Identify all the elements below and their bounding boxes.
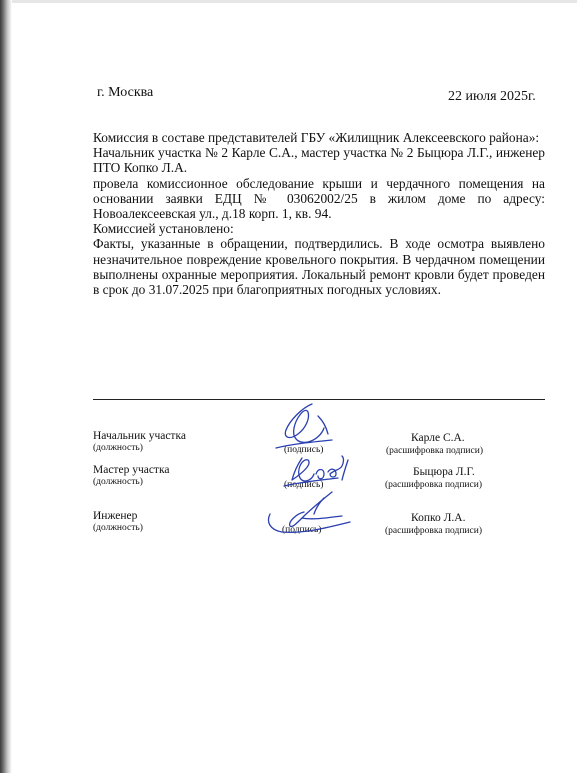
name-caption-1: (расшифровка подписи) <box>386 446 483 456</box>
position-caption-2: (должность) <box>93 477 143 487</box>
signer-name-3: Копко Л.А. <box>411 512 466 524</box>
signature-mark-2 <box>282 450 362 492</box>
signature-caption-2: (подпись) <box>284 480 324 490</box>
position-caption-1: (должность) <box>93 443 143 453</box>
signature-caption-1: (подпись) <box>284 445 324 455</box>
header-city: г. Москва <box>97 85 154 100</box>
signer-position-1: Начальник участка <box>93 430 186 442</box>
name-caption-2: (расшифровка подписи) <box>385 480 482 490</box>
header-date: 22 июля 2025г. <box>448 89 536 104</box>
signer-name-2: Быцюра Л.Г. <box>413 466 475 478</box>
signature-mark-3 <box>262 488 358 538</box>
signer-position-3: Инженер <box>93 510 138 522</box>
act-body <box>93 130 545 297</box>
commission-paragraph: Комиссия в составе представителей ГБУ «Жилищник Алексеевского района»: <box>93 130 540 145</box>
inspection-paragraph: провела комиссионное обследование крыши и чердачного помещения на основании заявки ЕДЦ № 03062002/25 в жилом доме по адресу: Новоалексеевская ул., д.18 корп. 1, кв. 94. <box>93 175 545 222</box>
signature-caption-3: (подпись) <box>282 525 322 535</box>
members-paragraph: Начальник участка № 2 Карле С.А., мастер участка № 2 Быцюра Л.Г., инженер ПТО Копко Л.А. <box>93 145 545 176</box>
signer-position-2: Мастер участка <box>93 464 170 476</box>
findings-paragraph: Факты, указанные в обращении, подтвердились. В ходе осмотра выявлено незначительное повреждение кровельного покрытия. В чердачном помещении выполнены охранные мероприятия. Локальный ремонт кровли будет проведен в срок до 31.07.2025 при благоприятных погодных условиях. <box>93 236 545 298</box>
findings-heading: Комиссией установлено: <box>93 221 234 237</box>
position-caption-3: (должность) <box>93 523 143 533</box>
signer-name-1: Карле С.А. <box>411 432 465 444</box>
name-caption-3: (расшифровка подписи) <box>385 526 482 536</box>
signature-mark-1 <box>272 398 342 456</box>
